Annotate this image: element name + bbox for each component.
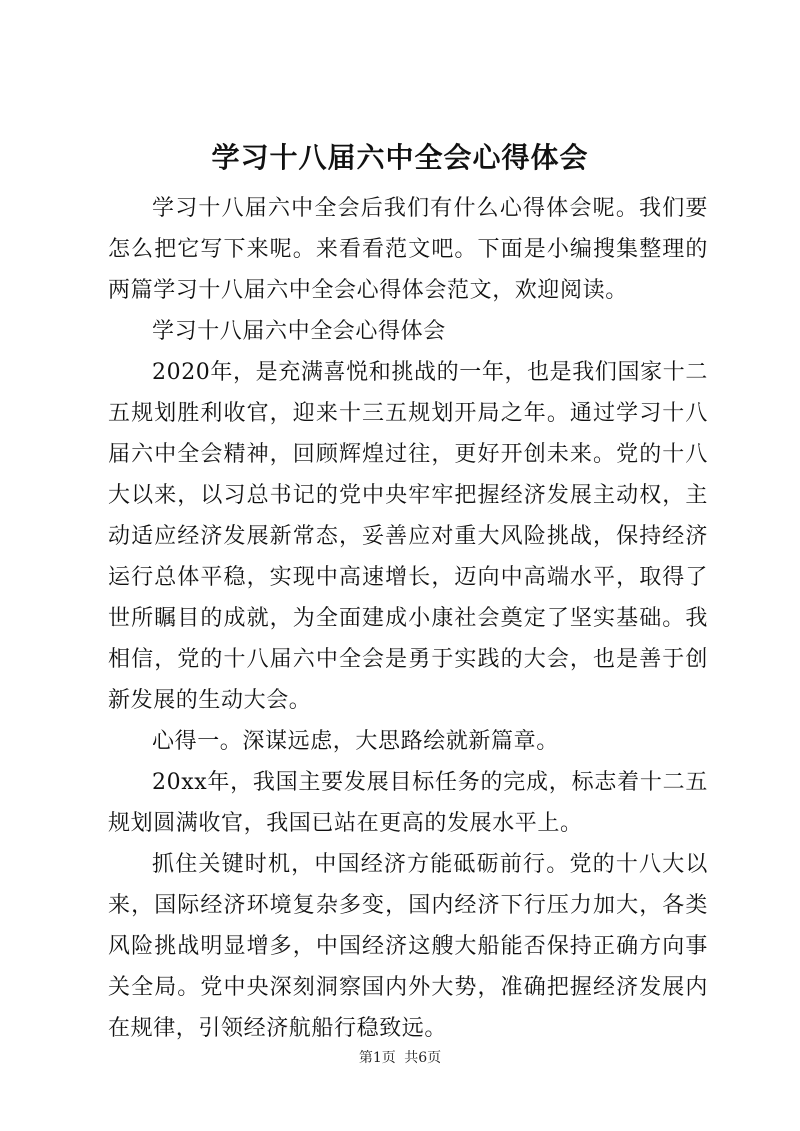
intro-paragraph: 学习十八届六中全会后我们有什么心得体会呢。我们要怎么把它写下来呢。来看看范文吧。下面是小编搜集整理的两篇学习十八届六中全会心得体会范文，欢迎阅读。	[108, 196, 708, 303]
body-paragraph: 抓住关键时机，中国经济方能砥砺前行。党的十八大以来，国际经济环境复杂多变，国内经济下行压力加大，各类风险挑战明显增多，中国经济这艘大船能否保持正确方向事关全局。党中央深刻洞察国内外大势，准确把握经济发展内在规律，引领经济航船行稳致远。	[108, 852, 708, 1041]
section-heading: 学习十八届六中全会心得体会	[152, 319, 446, 344]
page-footer	[0, 1048, 800, 1068]
document-body	[108, 188, 708, 1049]
page-total: 共6页	[404, 1050, 442, 1066]
document-title: 学习十八届六中全会心得体会	[211, 141, 589, 174]
body-paragraph: 20xx年，我国主要发展目标任务的完成，标志着十二五规划圆满收官，我国已站在更高的发展水平上。	[108, 770, 708, 836]
body-paragraph: 2020年，是充满喜悦和挑战的一年，也是我们国家十二五规划胜利收官，迎来十三五规划开局之年。通过学习十八届六中全会精神，回顾辉煌过往，更好开创未来。党的十八大以来，以习总书记的党中央牢牢把握经济发展主动权，主动适应经济发展新常态，妥善应对重大风险挑战，保持经济运行总体平稳，实现中高速增长，迈向中高端水平，取得了世所瞩目的成就，为全面建成小康社会奠定了坚实基础。我相信，党的十八届六中全会是勇于实践的大会，也是善于创新发展的生动大会。	[108, 360, 708, 713]
page-number: 第1页	[358, 1050, 396, 1066]
subheading-paragraph: 心得一。深谋远虑，大思路绘就新篇章。	[152, 729, 559, 754]
